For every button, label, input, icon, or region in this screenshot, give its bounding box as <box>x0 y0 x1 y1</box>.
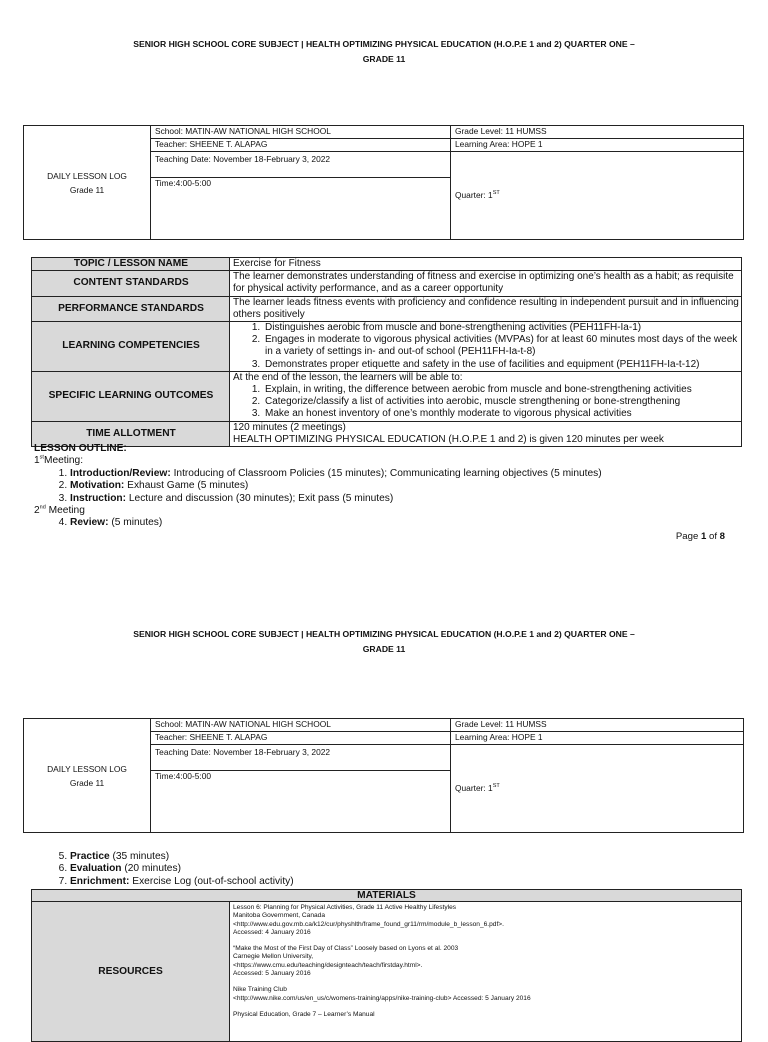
school-cell: School: MATIN-AW NATIONAL HIGH SCHOOL <box>151 719 451 732</box>
reference-2 <box>233 945 738 978</box>
page-2-header <box>0 627 768 657</box>
dll-grade: Grade 11 <box>69 777 105 788</box>
page-header <box>0 37 768 67</box>
reference-gap <box>233 937 738 945</box>
meeting-1-number: 1 <box>34 455 40 467</box>
resources-value <box>230 902 742 1042</box>
reference-line: “Make the Most of the First Day of Class” Loosely based on Lyons et al. 2003 <box>233 945 459 953</box>
content-standards-label: CONTENT STANDARDS <box>32 271 230 296</box>
item-bold: Review: <box>70 517 109 529</box>
reference-line: <https://www.cmu.edu/teaching/designteach/teach/firstday.html>. <box>233 961 423 969</box>
learning-competencies-label: LEARNING COMPETENCIES <box>32 322 230 372</box>
item-text: Lecture and discussion (30 minutes); Exit pass (5 minutes) <box>126 492 394 504</box>
school-cell: School: MATIN-AW NATIONAL HIGH SCHOOL <box>151 126 451 139</box>
teacher-cell: Teacher: SHEENE T. ALAPAG <box>151 732 451 745</box>
grade-level-cell: Grade Level: 11 HUMSS <box>451 719 744 732</box>
reference-3 <box>233 986 738 1003</box>
learning-outcomes-value <box>230 371 742 421</box>
list-item: 3. Demonstrates proper etiquette and safety in the use of facilities and equipment (PEH11FH-Ia-t-12) <box>263 359 739 371</box>
item-bold: Motivation: <box>70 480 125 492</box>
dll-grade: Grade 11 <box>69 184 105 195</box>
competencies-list <box>233 322 739 371</box>
list-item <box>70 876 744 888</box>
page-prefix: Page <box>675 531 701 542</box>
learning-area-cell: Learning Area: HOPE 1 <box>451 139 744 152</box>
header-line-2: GRADE 11 <box>362 54 406 64</box>
list-item <box>70 468 744 480</box>
list-item: 1. Explain, in writing, the difference between aerobic from muscle and bone-strengthening activities <box>263 384 739 396</box>
meeting-2-text: Meeting <box>45 505 85 517</box>
header-line-1: SENIOR HIGH SCHOOL CORE SUBJECT | HEALTH OPTIMIZING PHYSICAL EDUCATION (H.O.P.E 1 and 2) QUARTER ONE – <box>133 39 635 49</box>
item-text: (20 minutes) <box>121 863 181 875</box>
quarter-cell <box>451 745 744 833</box>
daily-lesson-log-table <box>23 125 744 240</box>
page-total: 8 <box>719 531 725 542</box>
reference-line: Accessed: 5 January 2016 <box>233 970 311 978</box>
meeting-2-heading <box>34 505 744 517</box>
item-bold: Evaluation <box>70 863 122 875</box>
reference-line: Physical Education, Grade 7 – Learner’s Manual <box>233 1010 375 1018</box>
lesson-outline-heading: LESSON OUTLINE: <box>34 443 127 454</box>
reference-line: <http://www.edu.gov.mb.ca/k12/cur/physhlth/frame_found_gr11/rm/module_b_lesson_6.pdf>. <box>233 920 504 928</box>
materials-heading: MATERIALS <box>32 890 742 902</box>
quarter-label: Quarter: 1 <box>455 190 493 200</box>
grade-level-cell: Grade Level: 11 HUMSS <box>451 126 744 139</box>
list-item: 2. Engages in moderate to vigorous physical activities (MVPAs) for at least 60 minutes most days of the week in a variety of settings in- and out-of school (PEH11FH-Ia-t-8) <box>263 334 739 358</box>
meeting-2-list-continued <box>34 851 744 888</box>
item-text: Introducing of Classroom Policies (15 minutes); Communicating learning objectives (5 minutes) <box>170 467 602 479</box>
quarter-cell <box>451 152 744 240</box>
dll-title-cell <box>24 126 151 240</box>
meeting-1-text: Meeting: <box>43 455 84 467</box>
dll-title-cell <box>24 719 151 833</box>
reference-gap <box>233 1003 738 1011</box>
materials-table <box>31 889 742 1042</box>
dll-title: DAILY LESSON LOG <box>47 763 127 774</box>
item-text: (35 minutes) <box>109 851 170 862</box>
performance-standards-value: The learner leads fitness events with proficiency and confidence resulting in independent pursuit and in influencing others positively <box>230 296 742 321</box>
reference-line: Carnegie Mellon University, <box>233 953 314 961</box>
header-line-1: SENIOR HIGH SCHOOL CORE SUBJECT | HEALTH OPTIMIZING PHYSICAL EDUCATION (H.O.P.E 1 and 2) QUARTER ONE – <box>133 629 635 639</box>
lesson-outline-continued <box>34 851 744 888</box>
reference-gap <box>233 978 738 986</box>
item-bold: Instruction: <box>70 492 127 504</box>
outcomes-list <box>233 384 739 421</box>
learning-area-cell: Learning Area: HOPE 1 <box>451 732 744 745</box>
topic-value: Exercise for Fitness <box>230 258 742 271</box>
meeting-1-list <box>34 468 744 505</box>
quarter-sup: ST <box>492 190 500 197</box>
meeting-1-heading <box>34 455 744 467</box>
time-allotment-line-1: 120 minutes (2 meetings) <box>233 421 346 433</box>
time-cell-spacer <box>151 192 451 240</box>
teaching-date-cell: Teaching Date: November 18-February 3, 2022 <box>151 745 451 771</box>
list-item <box>70 480 744 492</box>
lesson-details-table <box>31 257 742 447</box>
list-item <box>70 851 744 863</box>
list-item <box>70 863 744 875</box>
time-allotment-line-2: HEALTH OPTIMIZING PHYSICAL EDUCATION (H.O.P.E 1 and 2) is given 120 minutes per week <box>233 433 664 445</box>
quarter-sup: ST <box>492 783 500 790</box>
time-cell-spacer <box>151 785 451 833</box>
outcomes-intro: At the end of the lesson, the learners will be able to: <box>233 371 463 383</box>
resources-label: RESOURCES <box>32 902 230 1042</box>
meeting-1-sup: st <box>39 455 44 462</box>
learning-outcomes-label: SPECIFIC LEARNING OUTCOMES <box>32 371 230 421</box>
header-line-2: GRADE 11 <box>362 644 406 654</box>
daily-lesson-log-table-2 <box>23 718 744 833</box>
reference-4 <box>233 1011 738 1019</box>
teaching-date-cell: Teaching Date: November 18-February 3, 2022 <box>151 152 451 178</box>
dll-title: DAILY LESSON LOG <box>47 170 127 181</box>
time-cell: Time:4:00-5:00 <box>151 771 451 785</box>
reference-line: <http://www.nike.com/us/en_us/c/womens-training/apps/nike-training-club> Accessed: 5 January 2016 <box>233 994 531 1002</box>
list-item <box>70 493 744 505</box>
topic-label: TOPIC / LESSON NAME <box>32 258 230 271</box>
list-item: 3. Make an honest inventory of one’s monthly moderate to vigorous physical activities <box>263 408 739 420</box>
time-cell: Time:4:00-5:00 <box>151 178 451 192</box>
page-current: 1 <box>700 531 707 542</box>
content-standards-value: The learner demonstrates understanding of fitness and exercise in optimizing one’s health as a habit; as requisite for physical activity performance, and as a career opportunity <box>230 271 742 296</box>
quarter-label: Quarter: 1 <box>455 783 493 793</box>
item-bold: Introduction/Review: <box>70 467 171 479</box>
page-number <box>676 531 725 542</box>
lesson-outline <box>34 443 744 530</box>
list-item: 2. Categorize/classify a list of activities into aerobic, muscle strengthening or bone-strengthening <box>263 396 739 408</box>
meeting-2-list <box>34 517 744 529</box>
meeting-2-sup: nd <box>39 504 46 511</box>
teacher-cell: Teacher: SHEENE T. ALAPAG <box>151 139 451 152</box>
item-bold: Practice <box>70 851 110 862</box>
item-text: (5 minutes) <box>108 517 163 529</box>
list-item: 1. Distinguishes aerobic from muscle and bone-strengthening activities (PEH11FH-Ia-1) <box>263 322 739 334</box>
reference-1 <box>233 904 738 937</box>
meeting-2-number: 2 <box>34 505 40 517</box>
reference-line: Manitoba Government, Canada <box>233 912 326 920</box>
learning-competencies-value <box>230 322 742 372</box>
time-allotment-label: TIME ALLOTMENT <box>32 421 230 446</box>
item-text: Exercise Log (out-of-school activity) <box>129 875 294 887</box>
list-item <box>70 517 744 529</box>
reference-line: Lesson 6: Planning for Physical Activities, Grade 11 Active Healthy Lifestyles <box>233 904 457 911</box>
performance-standards-label: PERFORMANCE STANDARDS <box>32 296 230 321</box>
reference-line: Accessed: 4 January 2016 <box>233 928 311 936</box>
item-text: Exhaust Game (5 minutes) <box>124 480 249 492</box>
page-of: of <box>706 531 720 542</box>
reference-line: Nike Training Club <box>233 986 287 994</box>
item-bold: Enrichment: <box>70 875 130 887</box>
